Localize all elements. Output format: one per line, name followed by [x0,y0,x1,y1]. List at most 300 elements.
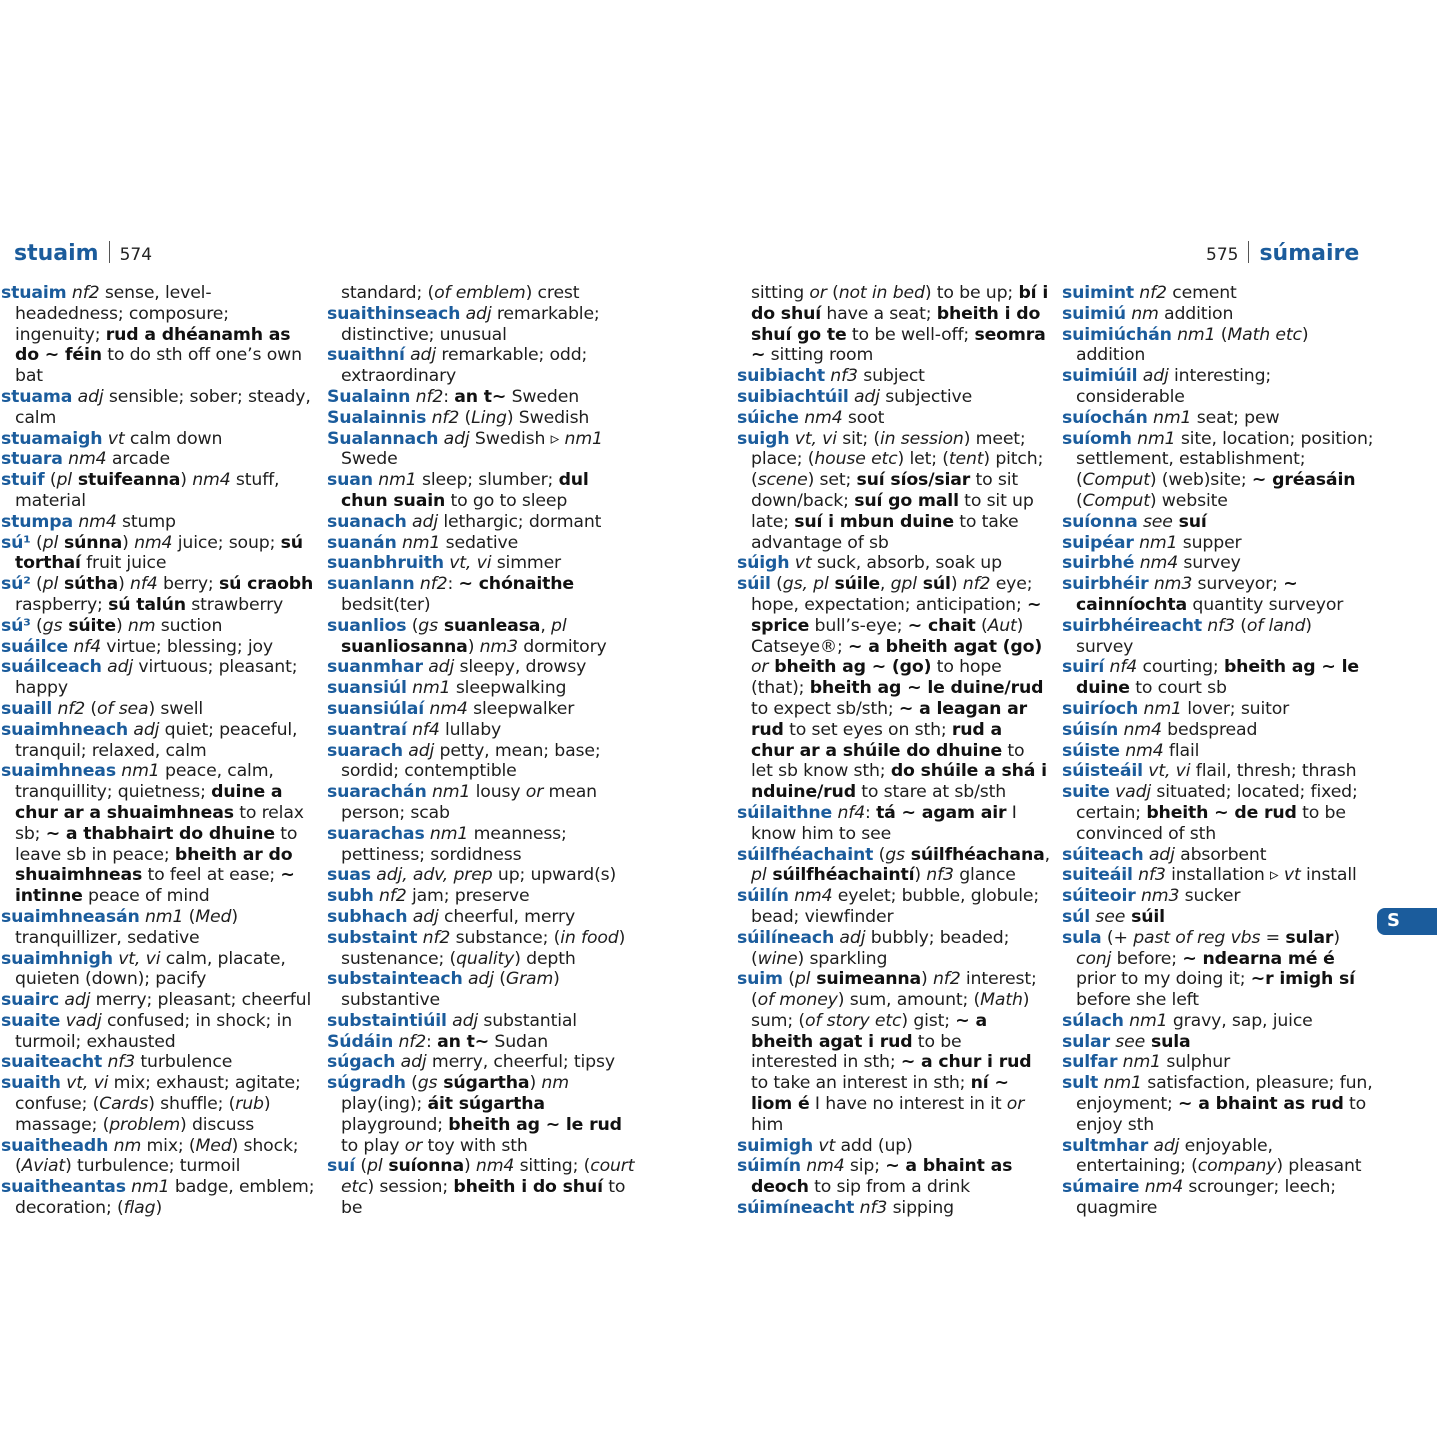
entry-headword: suaithní [327,345,405,366]
entry-headword: subh [327,886,374,907]
entry-text: sleep; slumber; [416,470,559,491]
bold-phrase: suíonna [382,1156,464,1177]
entry-text: ( [44,470,57,491]
bold-phrase: suí i mbun duine [794,511,954,532]
entry-text: petty, mean; base; sordid; contemptible [341,740,601,782]
bold-phrase: súile [828,574,880,595]
entry-headword: súimíneacht [737,1198,855,1219]
italic-label: vadj [60,1010,102,1031]
italic-label: nf3 [824,366,858,387]
bold-phrase: suí síos/siar [856,470,971,491]
entry-text: site, location; position; settlement, establishment; ( [1076,428,1374,491]
italic-label: adj [101,657,134,678]
dictionary-entry [1062,574,1374,616]
dictionary-entry [737,803,1050,845]
dictionary-entry [327,699,637,720]
entry-text: install [1300,865,1357,886]
entry-headword: súigh [737,553,790,574]
italic-label: nm4 [1119,740,1164,761]
italic-label: adj [1137,366,1169,387]
italic-label: nm1 [1131,428,1176,449]
dictionary-entry [1,1011,315,1053]
italic-label: nm4 [1118,719,1162,740]
bold-phrase: bheith ag ~ (go) [768,657,932,678]
italic-label: nf2 [414,574,448,595]
entry-text: ( [826,283,839,303]
entry-text: to hope (that); [751,657,1002,699]
entry-headword: suaimhneach [1,719,129,740]
entry-text: ) shock; ( [15,1135,299,1177]
entry-headword: suí [327,1156,356,1177]
entry-text: stump [116,511,176,532]
bold-phrase: sú craobh [218,574,314,595]
entry-text: addition [1158,303,1234,324]
dictionary-entry [327,824,637,866]
entry-text: = [1260,927,1286,948]
dictionary-entry [1062,283,1374,304]
entry-text: ) pitch; ( [751,449,1044,491]
entry-text: Swede [341,449,398,470]
dictionary-entry [1,949,315,991]
entry-headword: suansiúlaí [327,698,425,719]
entry-headword: súgradh [327,1073,406,1094]
entry-text: to be [341,1177,626,1219]
entry-text: ( [493,969,506,990]
entry-text: ) (web)site; [1149,470,1252,491]
entry-text: ( [85,698,97,719]
italic-label: adj [446,1010,479,1031]
italic-label: adj [1143,844,1175,865]
italic-label: Gram [505,969,554,990]
entry-text: ( [782,969,795,990]
italic-label: see [1109,1031,1146,1052]
italic-label: nm4 [62,449,107,470]
entry-text: ) sum, amount; ( [837,990,981,1011]
dictionary-entry [737,845,1050,887]
dictionary-entry [1062,408,1374,429]
entry-text: situated; located; fixed; certain; [1076,782,1358,823]
dictionary-entry [1062,429,1374,512]
dictionary-entry [1062,1136,1374,1178]
entry-text: glance [953,865,1016,886]
bold-phrase: ~ a leagan ar rud [751,698,1027,740]
entry-text: sensible; sober; steady, calm [15,386,311,428]
bold-phrase: bheith i do shuí go te [751,303,1041,345]
bold-phrase: ~ a bhaint as deoch [751,1156,1013,1198]
entry-headword: suipéar [1062,532,1134,553]
entry-headword: stuama [1,386,73,407]
italic-label: vt [813,1135,836,1156]
dictionary-entry [1,699,315,720]
bold-phrase: súite [62,615,116,636]
italic-label: nm4 [134,532,173,553]
entry-text: ) Swedish [506,407,590,428]
dictionary-entry [327,907,637,928]
entry-headword: súilfhéachaint [737,844,874,865]
entry-text: subjective [879,386,973,407]
entry-text: sitting room [765,345,874,366]
entry-text: virtue; blessing; joy [100,636,274,657]
italic-label: gs [417,1073,438,1094]
entry-headword: suaithinseach [327,303,461,324]
entry-text: surveyor; [1192,574,1284,595]
dictionary-entry [327,657,637,678]
dictionary-entry [737,886,1050,928]
bold-phrase: ní ~ liom é [751,1073,1009,1115]
bold-phrase: an t~ [454,386,507,407]
italic-label: past of reg vbs [1133,927,1261,948]
italic-label: pl [56,470,72,491]
italic-label: vt, vi [443,553,492,574]
entry-headword: suantraí [327,719,407,740]
dictionary-entry [1,761,315,907]
italic-label: nm [127,615,156,636]
dictionary-entry [1,283,315,387]
entry-text: sipping [887,1198,954,1219]
italic-label: adj [1148,1135,1180,1156]
entry-text: ) [122,532,135,553]
dictionary-entry [1062,720,1374,741]
italic-label: nf2 [52,698,86,719]
entry-headword: substaint [327,927,418,948]
entry-headword: sulfar [1062,1052,1118,1073]
italic-label: problem [109,1114,181,1135]
bold-phrase: ~ a bhaint as rud [1178,1094,1344,1115]
entry-headword: súiche [737,407,799,428]
entry-headword: sú¹ [1,532,31,553]
entry-text: ) [529,1073,542,1094]
bold-phrase: sú talún [108,594,186,615]
entry-text: ( [405,1073,418,1094]
entry-text: virtuous; pleasant; happy [15,657,298,699]
entry-headword: suirbhéireacht [1062,615,1202,636]
entry-headword: Sualainnis [327,407,427,428]
entry-text: dormitory [517,636,607,657]
bold-phrase: súnna [58,532,123,553]
entry-headword: suanlios [327,615,407,636]
italic-label: of emblem [434,283,526,303]
entry-text: to go to sleep [445,490,568,511]
entry-text: supper [1177,532,1242,553]
italic-label: Comput [1082,470,1150,491]
italic-label: Cards [99,1094,149,1115]
entry-text: enjoyable, entertaining; ( [1076,1135,1273,1177]
bold-phrase: suanliosanna [341,636,468,657]
entry-text: ) tranquillizer, sedative [15,906,238,948]
entry-text: up; upward(s) [492,865,617,886]
entry-text: merry; pleasant; cheerful [90,990,312,1011]
dictionary-entry [327,720,637,741]
running-header-right [1206,238,1359,272]
italic-label: not in bed [838,283,925,303]
italic-label: nf2 [410,386,444,407]
entry-headword: suimiúil [1062,366,1138,387]
entry-text: suck, absorb, soak up [811,553,1002,574]
dictionary-entry [1062,553,1374,574]
entry-headword: súlach [1062,1010,1124,1031]
entry-text: ) substantive [341,969,560,1011]
dictionary-entry [1062,1011,1374,1032]
italic-label: nm1 [115,761,160,782]
italic-label: adj [128,719,160,740]
entry-text: ) sustenance; ( [341,927,626,969]
dictionary-entry [327,512,637,533]
italic-label: or [751,657,769,678]
entry-headword: súiste [1062,740,1120,761]
italic-label: nm1 [1098,1073,1142,1094]
entry-text: ) [921,969,933,990]
entry-headword: stuara [1,449,63,470]
dictionary-entry [327,1032,637,1053]
entry-headword: suanlann [327,574,415,595]
bold-phrase: súgartha [437,1073,530,1094]
dictionary-entry [737,553,1050,574]
italic-label: Med [195,1135,232,1156]
italic-label: nm4 [192,470,231,491]
entry-text: ( [459,407,472,428]
dictionary-entry [327,865,637,886]
entry-text: to set eyes on sth; [783,719,952,740]
bold-phrase: súl [916,574,951,595]
dictionary-entry [327,782,637,824]
bold-phrase: bheith ag ~ le rud [448,1114,622,1135]
entry-text: calm down [124,428,223,449]
entry-headword: súmaire [1062,1177,1140,1198]
entry-text: to sip from a drink [808,1177,970,1198]
italic-label: or [404,1135,423,1156]
dictionary-entry [1062,928,1374,1011]
entry-text: I know him to see [751,802,1017,844]
entry-headword: suáilceach [1,657,102,678]
entry-headword: suimint [1062,283,1134,303]
thumb-index-tab: S [1377,908,1437,935]
entry-text: I have no interest in it [809,1094,1007,1115]
italic-label: see [1090,906,1126,927]
entry-text: ) [180,470,193,491]
entry-text: to stare at sb/sth [855,782,1007,803]
dictionary-entry [327,574,637,616]
entry-headword: suibiachtúil [737,386,849,407]
dictionary-entry [1,533,315,575]
entry-text: mix; exhaust; agitate; confuse; ( [15,1073,301,1115]
italic-label: nm4 [1139,1177,1184,1198]
dictionary-entry [327,741,637,783]
dictionary-entry [1062,1177,1374,1219]
dictionary-entry [737,1136,1050,1157]
entry-headword: suaiteacht [1,1052,103,1073]
bold-phrase: bheith ~ de rud [1146,802,1297,823]
entry-text: quiet; peaceful, tranquil; relaxed, calm [15,719,298,761]
dictionary-entry [1062,366,1374,408]
italic-label: nf4 [130,574,158,595]
italic-label: nm4 [800,1156,845,1177]
entry-text: cement [1166,283,1237,303]
italic-label: nf3 [1132,865,1166,886]
italic-label: adj [422,657,455,678]
italic-label: pl [42,574,59,595]
entry-headword: stuif [1,470,45,491]
entry-continuation [327,283,637,304]
running-header-left [14,238,152,272]
entry-text: : [426,1031,438,1052]
italic-label: nm1 [125,1177,170,1198]
dictionary-entry [737,408,1050,429]
italic-label: nm3 [1148,574,1193,595]
italic-label: vt [789,553,812,574]
entry-text: flail [1163,740,1200,761]
italic-label: vt [1278,865,1301,886]
italic-label: nm1 [1147,407,1192,428]
dictionary-entry [737,969,1050,1135]
entry-text: lullaby [439,719,502,740]
dictionary-entry [1062,1052,1374,1073]
dictionary-entry [1062,907,1374,928]
entry-text: : [447,574,459,595]
entry-text: to play [341,1135,405,1156]
entry-text: ) depth [514,948,576,969]
italic-label: pl [42,532,59,553]
entry-text: sulphur [1161,1052,1231,1073]
dictionary-entry [1,1136,315,1178]
entry-headword: suigh [737,428,790,449]
entry-text: sleepwalker [467,698,575,719]
entry-headword: suirbhé [1062,553,1135,574]
entry-headword: suaimhnigh [1,948,113,969]
entry-text: eyelet; bubble, globule; bead; viewfinder [751,886,1040,927]
entry-headword: suimiú [1062,303,1126,324]
italic-label: nf3 [854,1198,888,1219]
entry-headword: suas [327,865,371,886]
entry-text: lethargic; dormant [437,511,602,532]
dictionary-entry [1,387,315,429]
italic-label: nf2 [66,283,100,303]
entry-text: ) to be up; [924,283,1019,303]
bold-phrase: suí go mall [854,490,959,511]
entry-text: sucker [1179,886,1241,907]
dictionary-entry [1,1052,315,1073]
entry-text: courting; [1137,657,1224,678]
bold-phrase: ~r imigh sí [1250,969,1355,990]
italic-label: nm3 [1135,886,1180,907]
entry-text: ) let; ( [897,449,949,470]
italic-label: Comput [1082,490,1150,511]
italic-label: see [1137,511,1173,532]
dictionary-entry [1062,886,1374,907]
entry-text: sleepwalking [450,678,567,699]
entry-text: sense, level-headedness; composure; ingenuity; [15,283,229,345]
entry-text: lover; suitor [1181,698,1290,719]
entry-text: ) discuss [180,1114,255,1135]
italic-label: nf4 [68,636,101,657]
entry-text: ( [30,532,43,553]
italic-label: adj [406,511,438,532]
dictionary-entry [1,429,315,450]
bold-phrase: áit súgartha [427,1094,545,1115]
dictionary-entry [327,616,637,658]
entry-headword: suaimhneas [1,761,116,782]
bold-phrase: an t~ [437,1031,490,1052]
entry-text: have a seat; [821,303,937,324]
entry-headword: suairc [1,990,60,1011]
italic-label: nf2 [373,886,407,907]
italic-label: nm4 [1134,553,1179,574]
entry-headword: suarachas [327,823,425,844]
entry-text: ) session; [367,1177,454,1198]
entry-text: ) [467,636,480,657]
dictionary-entry [1062,699,1374,720]
entry-text: remarkable; odd; extraordinary [341,345,588,387]
entry-text: ) [115,615,128,636]
entry-text: ) shuffle; ( [148,1094,236,1115]
column-2 [327,283,637,1219]
entry-headword: súilaithne [737,802,833,823]
entry-text: Sweden [506,386,579,407]
bold-phrase: sú torthaí [15,532,303,574]
entry-text: : [443,386,455,407]
entry-headword: suaite [1,1010,61,1031]
italic-label: vt [102,428,125,449]
entry-text: mix; ( [141,1135,196,1156]
header-left-divider [109,241,110,263]
bold-phrase: ~ a bheith agat (go) [848,636,1043,657]
entry-text: add (up) [835,1135,913,1156]
bold-phrase: bí i do shuí [751,283,1049,324]
italic-label: nf2 [932,969,961,990]
italic-label: pl [751,865,767,886]
italic-label: nm3 [479,636,518,657]
bold-phrase: suí [1172,511,1207,532]
italic-label: adj [395,1052,427,1073]
entry-text: meanness; pettiness; sordidness [341,823,567,865]
bold-phrase: bheith ar do shuaimhneas [15,844,293,886]
entry-text: eye; hope, expectation; anticipation; [751,574,1033,615]
entry-text: confused; in shock; in turmoil; exhausted [15,1010,292,1052]
entry-headword: suanach [327,511,407,532]
dictionary-entry [327,1011,637,1032]
entry-headword: suarach [327,740,403,761]
italic-label: nf3 [1201,615,1235,636]
entry-text: subject [857,366,925,387]
entry-headword: súgach [327,1052,396,1073]
entry-text: absorbent [1174,844,1267,865]
entry-text: ) [1333,927,1340,948]
dictionary-entry [737,429,1050,554]
dictionary-entry [1,720,315,762]
italic-label: house etc [814,449,898,470]
entry-text: interest; ( [751,969,1037,1011]
bold-phrase: seomra ~ [751,324,1046,366]
entry-text: suction [155,615,223,636]
dictionary-entry [1,1073,315,1135]
bold-phrase: duine a chur ar a shuaimhneas [15,782,283,823]
entry-headword: suansiúl [327,678,407,699]
dictionary-entry [327,969,637,1011]
italic-label: nf2 [393,1031,427,1052]
entry-headword: Súdáin [327,1031,394,1052]
italic-label: flag [123,1198,156,1219]
bold-phrase: súil [1125,906,1165,927]
entry-text: gravy, sap, juice [1167,1010,1313,1031]
dictionary-entry [327,429,637,471]
entry-text: ) [155,1198,163,1219]
entry-text: to do sth off one’s own bat [15,345,302,387]
entry-text: toy with sth [422,1135,528,1156]
bold-phrase: dul chun suain [341,470,589,511]
italic-label: scene [757,470,808,491]
bold-phrase: bheith i do shuí [453,1177,603,1198]
entry-text: ) survey [1076,615,1312,657]
italic-label: nm1 [1171,324,1216,345]
